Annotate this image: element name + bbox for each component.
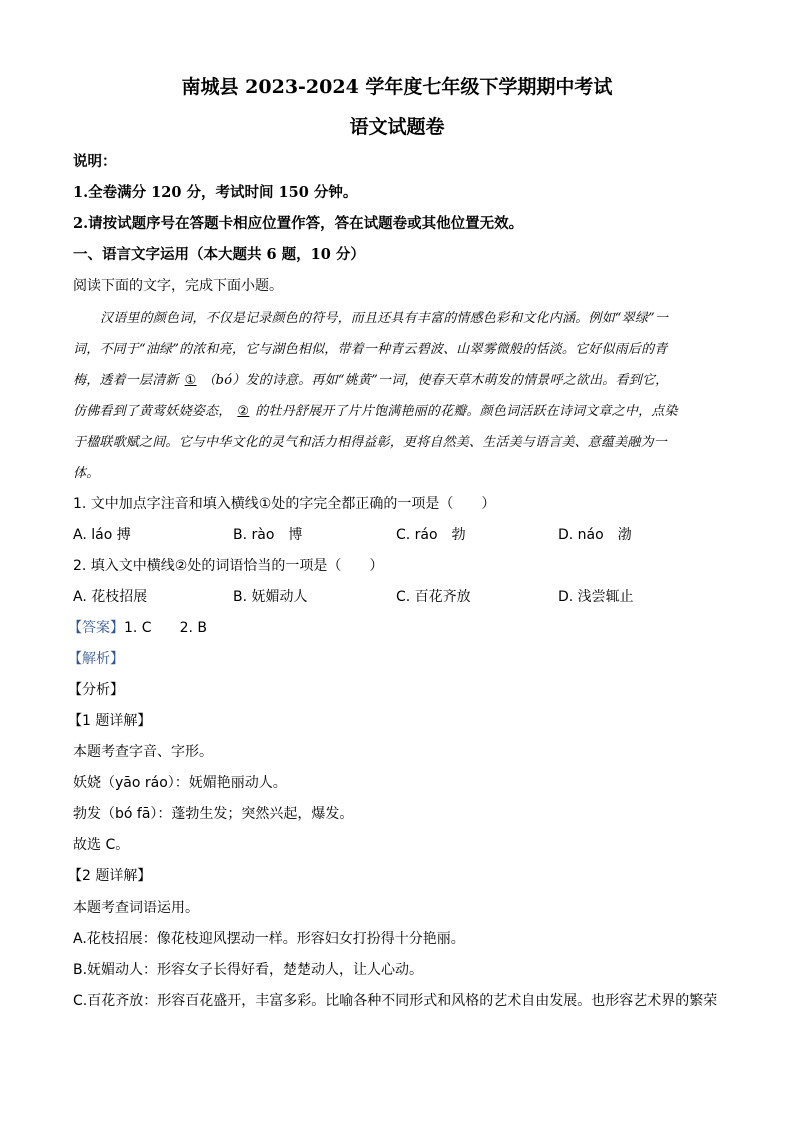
analysis-sub-label: 【分析】 bbox=[68, 682, 124, 698]
detail-1-line: 勃发（bó fā）：蓬勃生发；突然兴起，爆发。 bbox=[73, 806, 354, 822]
notes-heading: 说明： bbox=[73, 153, 117, 170]
exam-title: 南城县 2023-2024 学年度七年级下学期期中考试 bbox=[181, 76, 613, 98]
answer-value: 1. C bbox=[124, 620, 152, 636]
answer-line bbox=[68, 618, 207, 638]
analysis-label: 【解析】 bbox=[68, 651, 124, 667]
question-1-option-b: B. rào 博 bbox=[233, 527, 303, 543]
question-2-option-b: B. 妩媚动人 bbox=[233, 589, 308, 605]
detail-1-line: 故选 C。 bbox=[73, 837, 130, 853]
blank-1: ① bbox=[184, 373, 197, 388]
detail-1-heading: 【1 题详解】 bbox=[68, 713, 152, 729]
note-item: 2.请按试题序号在答题卡相应位置作答，答在试题卷或其他位置无效。 bbox=[73, 215, 524, 232]
passage-text: 的牡丹舒展开了片片饱满艳丽的花瓣。颜色词活跃在诗词文章之中，点染 bbox=[255, 404, 678, 419]
detail-2-line: B.妩媚动人：形容女子长得好看，楚楚动人，让人心动。 bbox=[73, 962, 424, 978]
passage-line bbox=[73, 371, 721, 391]
passage-line: 于楹联歌赋之间。它与中华文化的灵气和活力相得益彰，更将自然美、生活美与语言美、意蕴美融为一 bbox=[73, 435, 668, 450]
blank-2: ② bbox=[237, 404, 250, 419]
passage-text: 梅，透着一层清新 bbox=[73, 373, 179, 388]
detail-2-line: A.花枝招展：像花枝迎风摆动一样。形容妇女打扮得十分艳丽。 bbox=[73, 931, 465, 947]
detail-1-line: 本题考查字音、字形。 bbox=[73, 744, 213, 760]
passage-text: （bó）发的诗意。再如“姚黄”一词，使春天草木萌发的情景呼之欲出。看到它， bbox=[202, 373, 669, 388]
question-2-option-c: C. 百花齐放 bbox=[396, 589, 471, 605]
question-1-option-c: C. ráo 勃 bbox=[396, 527, 466, 543]
section-instruction: 阅读下面的文字，完成下面小题。 bbox=[73, 278, 283, 294]
question-1-option-a: A. láo 搏 bbox=[73, 527, 131, 543]
question-1-stem: 1. 文中加点字注音和填入横线①处的字完全都正确的一项是（ ） bbox=[73, 496, 496, 512]
detail-1-line: 妖娆（yāo ráo）：妩媚艳丽动人。 bbox=[73, 775, 287, 791]
passage-line: 汉语里的颜色词，不仅是记录颜色的符号，而且还具有丰富的情感色彩和文化内涵。例如“翠绿”一 bbox=[100, 311, 669, 326]
passage-line: 词，不同于“油绿”的浓和亮，它与湖色相似，带着一种青云碧波、山翠雾微般的恬淡。它好似雨后的青 bbox=[73, 342, 668, 357]
note-item: 1.全卷满分 120 分，考试时间 150 分钟。 bbox=[73, 184, 358, 201]
detail-2-line: C.百花齐放：形容百花盛开，丰富多彩。比喻各种不同形式和风格的艺术自由发展。也形容艺术界的繁荣 bbox=[73, 993, 718, 1009]
passage-text: 仿佛看到了黄莺妖娆姿态， bbox=[73, 404, 232, 419]
question-2-option-a: A. 花枝招展 bbox=[73, 589, 148, 605]
answer-value: 2. B bbox=[179, 620, 208, 636]
detail-2-heading: 【2 题详解】 bbox=[68, 868, 152, 884]
exam-subtitle: 语文试题卷 bbox=[349, 116, 445, 138]
question-2-option-d: D. 浅尝辄止 bbox=[558, 589, 634, 605]
section-heading: 一、语言文字运用（本大题共 6 题，10 分） bbox=[73, 246, 365, 263]
detail-2-line: 本题考查词语运用。 bbox=[73, 900, 199, 916]
question-2-stem: 2. 填入文中横线②处的词语恰当的一项是（ ） bbox=[73, 558, 384, 574]
passage-line: 体。 bbox=[73, 466, 100, 481]
answer-label: 【答案】 bbox=[68, 620, 124, 636]
passage-line bbox=[73, 402, 721, 422]
question-1-option-d: D. náo 渤 bbox=[558, 527, 632, 543]
